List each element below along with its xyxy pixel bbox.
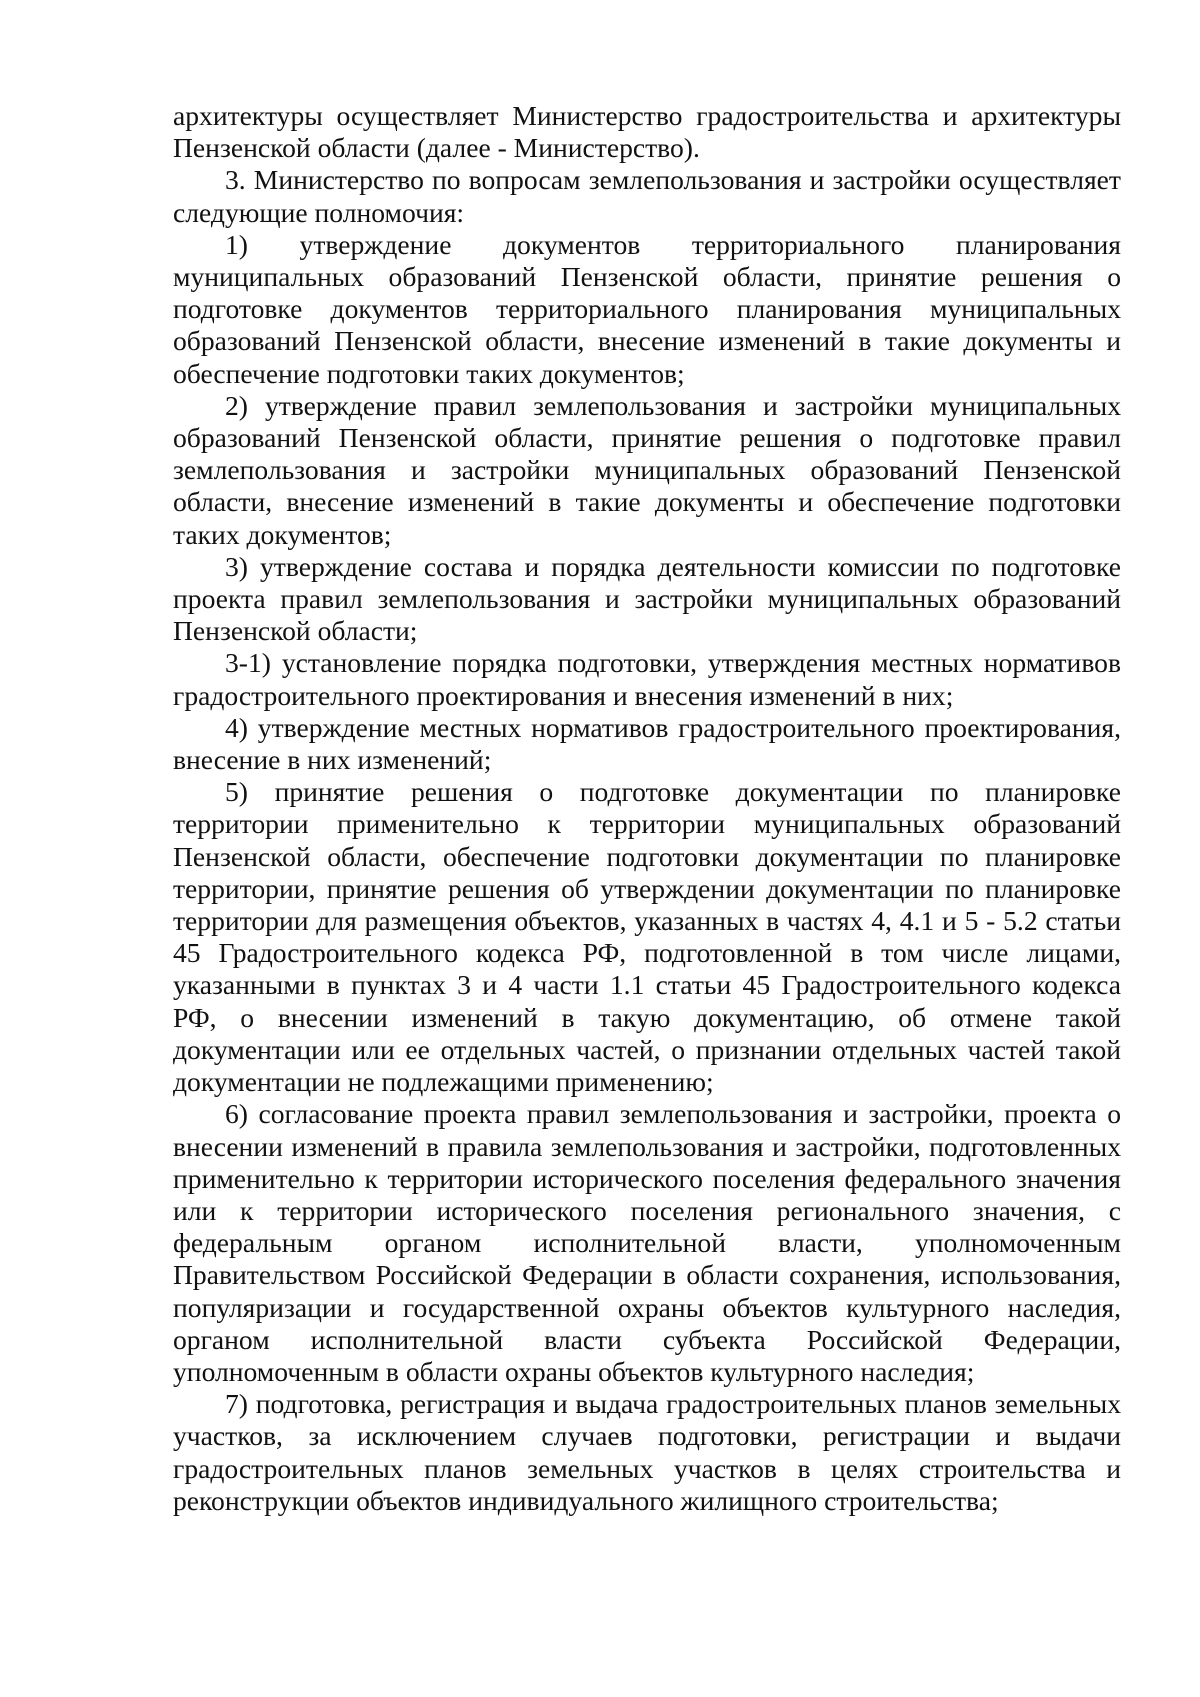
paragraph-subitem-5: 5) принятие решения о подготовке документации по планировке территории применительно к территории муниципальных образований Пензенской области, обеспечение подготовки документации по планировке территории, принятие решения об утверждении документации по планировке территории для размещения объектов, указанных в частях 4, 4.1 и 5 - 5.2 статьи 45 Градостроительного кодекса РФ, подготовленной в том числе лицами, указанными в пунктах 3 и 4 части 1.1 статьи 45 Градостроительного кодекса РФ, о внесении изменений в такую документацию, об отмене такой документации или ее отдельных частей, о признании отдельных частей такой документации не подлежащими применению; xyxy=(173,776,1121,1098)
paragraph-subitem-4: 4) утверждение местных нормативов градостроительного проектирования, внесение в них изменений; xyxy=(173,711,1121,776)
paragraph-subitem-7: 7) подготовка, регистрация и выдача градостроительных планов земельных участков, за исключением случаев подготовки, регистрации и выдачи градостроительных планов земельных участков в целях строительства и реконструкции объектов индивидуального жилищного строительства; xyxy=(173,1388,1121,1516)
paragraph-subitem-6: 6) согласование проекта правил землепользования и застройки, проекта о внесении изменений в правила землепользования и застройки, подготовленных применительно к территории исторического поселения федерального значения или к территории исторического поселения регионального значения, с федеральным органом исполнительной власти, уполномоченным Правительством Российской Федерации в области сохранения, использования, популяризации и государственной охраны объектов культурного наследия, органом исполнительной власти субъекта Российской Федерации, уполномоченным в области охраны объектов культурного наследия; xyxy=(173,1098,1121,1387)
paragraph-item-3: 3. Министерство по вопросам землепользования и застройки осуществляет следующие полномочия: xyxy=(173,164,1121,228)
paragraph-subitem-2: 2) утверждение правил землепользования и застройки муниципальных образований Пензенской области, принятие решения о подготовке правил землепользования и застройки муниципальных образований Пензенской области, внесение изменений в такие документы и обеспечение подготовки таких документов; xyxy=(173,389,1121,550)
paragraph-subitem-3-1: 3-1) установление порядка подготовки, утверждения местных нормативов градостроительного проектирования и внесения изменений в них; xyxy=(173,647,1121,711)
paragraph-subitem-1: 1) утверждение документов территориального планирования муниципальных образований Пензенской области, принятие решения о подготовке документов территориального планирования муниципальных образований Пензенской области, внесение изменений в такие документы и обеспечение подготовки таких документов; xyxy=(173,228,1121,389)
paragraph-intro-continuation: архитектуры осуществляет Министерство градостроительства и архитектуры Пензенской области (далее - Министерство). xyxy=(173,100,1121,164)
document-page xyxy=(173,100,1121,1517)
paragraph-subitem-3: 3) утверждение состава и порядка деятельности комиссии по подготовке проекта правил землепользования и застройки муниципальных образований Пензенской области; xyxy=(173,550,1121,647)
